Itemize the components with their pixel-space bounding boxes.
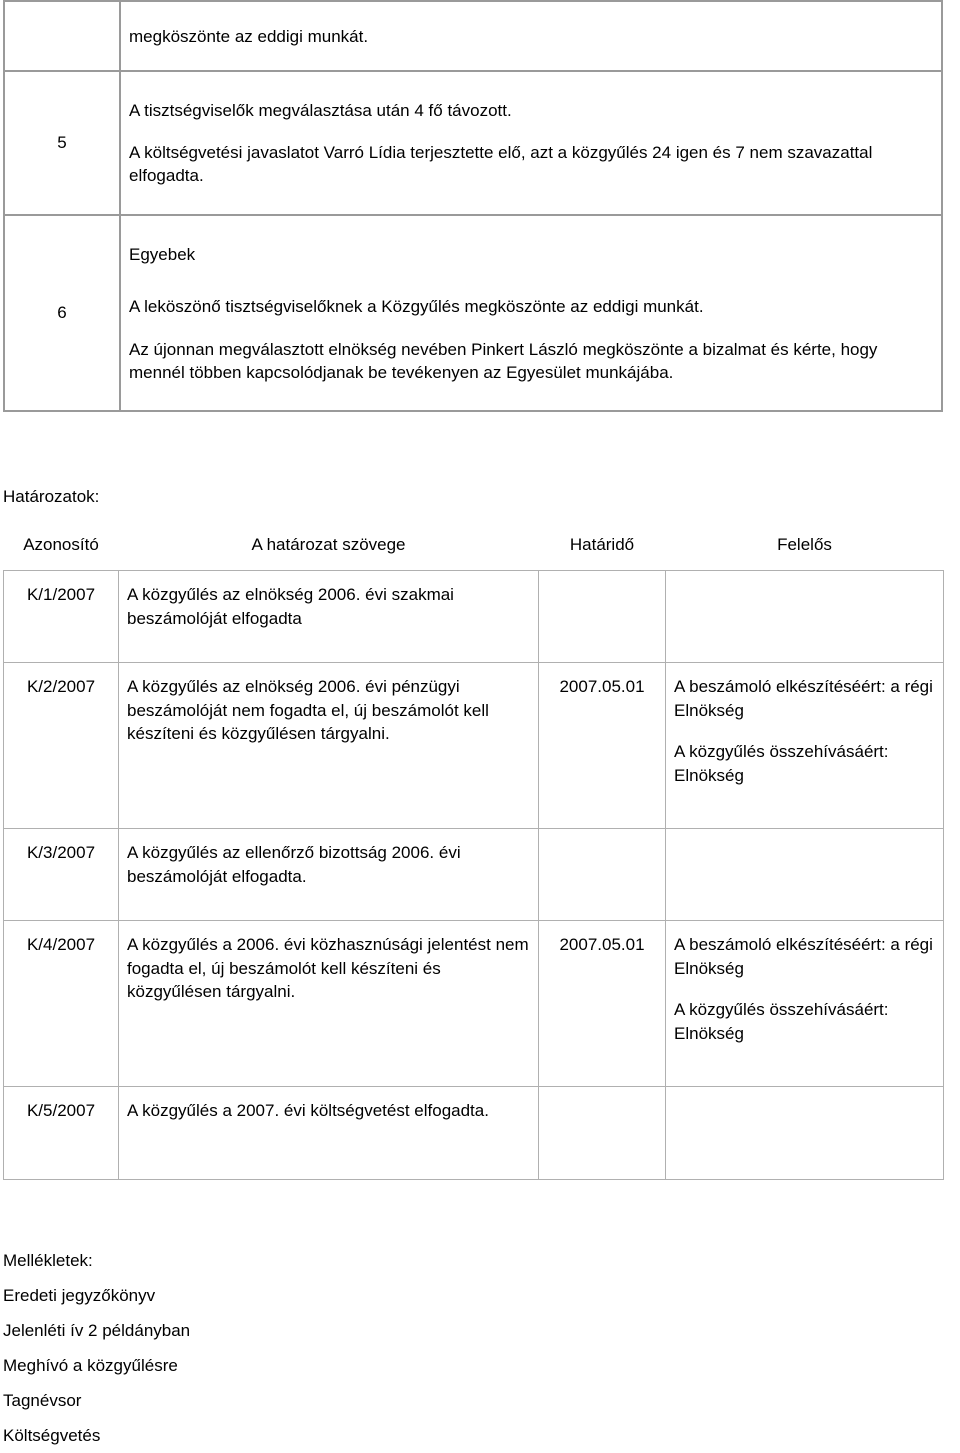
decisions-heading: Határozatok: — [3, 487, 100, 506]
column-header: Felelős — [777, 535, 832, 554]
decision-id: K/5/2007 — [4, 1087, 119, 1180]
decisions-header-row — [4, 520, 944, 571]
agenda-row — [4, 71, 942, 215]
attachment-item: Eredeti jegyzőkönyv — [3, 1286, 156, 1305]
agenda-text: megköszönte az eddigi munkát. — [129, 26, 369, 46]
attachments-section — [3, 1243, 190, 1453]
agenda-text: A költségvetési javaslatot Varró Lídia terjesztette elő, azt a közgyűlés 24 igen és 7 nem szavazattal elfogadta. — [129, 143, 873, 185]
decision-text: A közgyűlés az elnökség 2006. évi szakmai beszámolóját elfogadta — [119, 571, 539, 663]
decision-row — [4, 921, 944, 1087]
decision-responsible — [666, 829, 944, 921]
decision-text: A közgyűlés a 2006. évi közhasznúsági jelentést nem fogadta el, új beszámolót kell készíteni és közgyűlésen tárgyalni. — [119, 921, 539, 1087]
agenda-text-cell — [120, 215, 942, 411]
decision-responsible — [666, 1087, 944, 1180]
decision-text: A közgyűlés az elnökség 2006. évi pénzügyi beszámolóját nem fogadta el, új beszámolót kell készíteni és közgyűlésen tárgyalni. — [119, 663, 539, 829]
attachments-heading: Mellékletek: — [3, 1251, 93, 1270]
agenda-text-cell — [120, 1, 942, 71]
decision-responsible — [666, 571, 944, 663]
column-header: Azonosító — [23, 535, 99, 554]
attachment-item: Jelenléti ív 2 példányban — [3, 1321, 191, 1340]
attachment-item: Költségvetés — [3, 1426, 101, 1445]
decision-id: K/3/2007 — [4, 829, 119, 921]
attachment-item: Meghívó a közgyűlésre — [3, 1356, 178, 1375]
agenda-text: Egyebek — [129, 244, 196, 264]
agenda-text: A leköszönő tisztségviselőknek a Közgyűlés megköszönte az eddigi munkát. — [129, 296, 704, 316]
responsible-line: A beszámoló elkészítéséért: a régi Elnökség — [674, 935, 933, 978]
agenda-table — [3, 0, 943, 412]
decision-text: A közgyűlés az ellenőrző bizottság 2006. évi beszámolóját elfogadta. — [119, 829, 539, 921]
responsible-line: A közgyűlés összehívásáért: Elnökség — [674, 742, 889, 785]
column-header: A határozat szövege — [251, 535, 406, 554]
decision-row — [4, 663, 944, 829]
column-header: Határidő — [569, 535, 635, 554]
decision-deadline — [539, 1087, 666, 1180]
decision-deadline — [539, 829, 666, 921]
agenda-text: A tisztségviselők megválasztása után 4 fő távozott. — [129, 101, 512, 120]
decision-deadline: 2007.05.01 — [539, 663, 666, 829]
agenda-number: 6 — [4, 215, 120, 411]
agenda-number-cell — [4, 1, 120, 71]
responsible-line: A beszámoló elkészítéséért: a régi Elnökség — [674, 677, 933, 720]
decision-responsible — [666, 663, 944, 829]
decision-id: K/2/2007 — [4, 663, 119, 829]
responsible-line: A közgyűlés összehívásáért: Elnökség — [674, 1000, 889, 1043]
decision-deadline: 2007.05.01 — [539, 921, 666, 1087]
decision-id: K/1/2007 — [4, 571, 119, 663]
attachment-item: Tagnévsor — [3, 1391, 82, 1410]
agenda-number: 5 — [4, 71, 120, 215]
decision-deadline — [539, 571, 666, 663]
decision-id: K/4/2007 — [4, 921, 119, 1087]
agenda-text: Az újonnan megválasztott elnökség nevében Pinkert László megköszönte a bizalmat és kérte, hogy mennél többen kapcsolódjanak be tevékenyen az Egyesület munkájába. — [129, 339, 878, 382]
agenda-row — [4, 215, 942, 411]
decision-row — [4, 1087, 944, 1180]
agenda-text-cell — [120, 71, 942, 215]
agenda-row — [4, 1, 942, 71]
decisions-table — [3, 520, 944, 1180]
decision-responsible — [666, 921, 944, 1087]
decision-row — [4, 829, 944, 921]
decision-text: A közgyűlés a 2007. évi költségvetést elfogadta. — [119, 1087, 539, 1180]
decision-row — [4, 571, 944, 663]
